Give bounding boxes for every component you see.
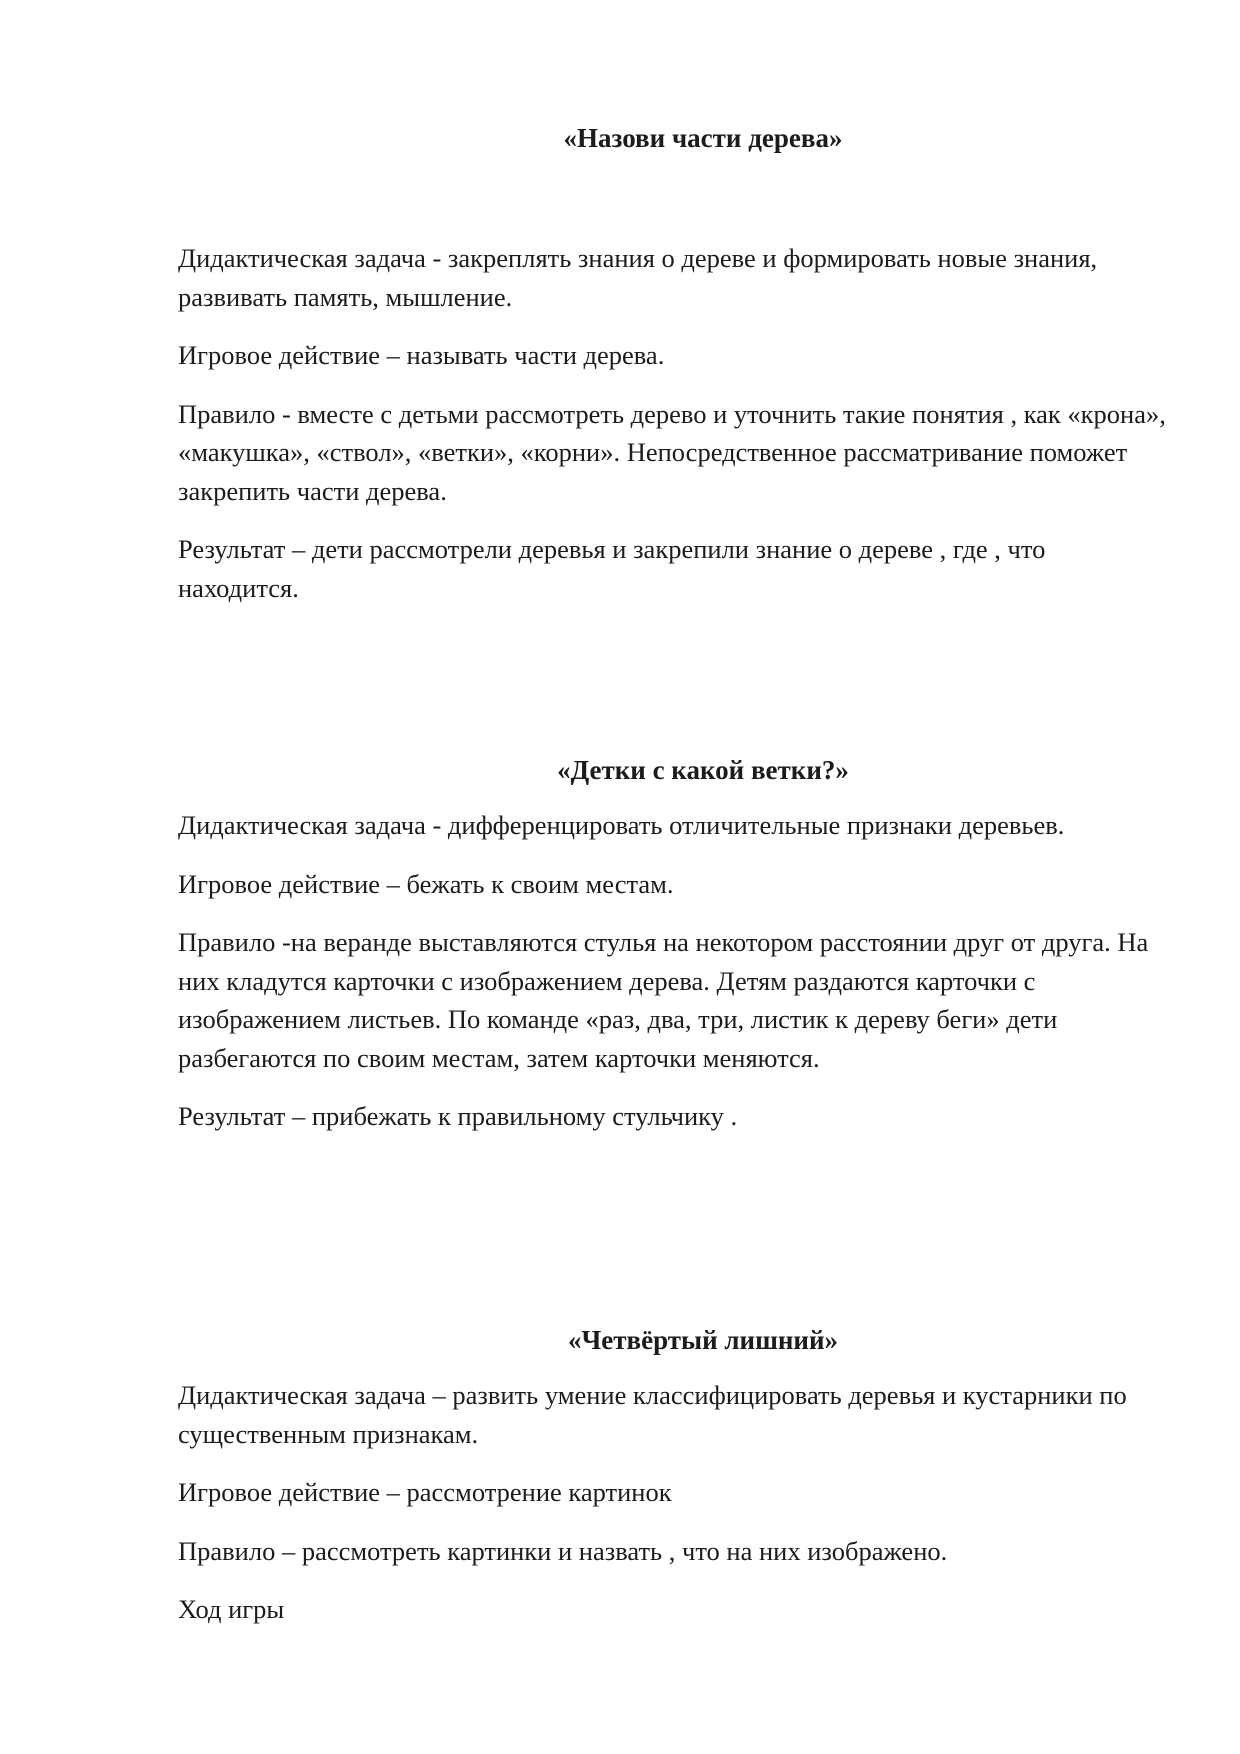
game-section-which-branch [178, 751, 1168, 1156]
result-paragraph: Результат – прибежать к правильному стульчику . [178, 1101, 738, 1131]
section-title: «Четвёртый лишний» [567, 1325, 839, 1355]
section-body [178, 806, 1168, 1136]
game-section-name-tree-parts [178, 119, 1168, 627]
result-paragraph: Результат – дети рассмотрели деревья и закрепили знание о дереве , где , что находится. [178, 534, 1046, 603]
game-progress-paragraph: Ход игры [178, 1594, 285, 1624]
rule-paragraph: Правило - вместе с детьми рассмотреть дерево и уточнить такие понятия , как «крона», «макушка», «ствол», «ветки», «корни». Непосредственное рассматривание поможет закрепить части дерева. [178, 398, 1166, 506]
section-title: «Назови части дерева» [563, 123, 843, 153]
didactic-task-paragraph: Дидактическая задача - дифференцировать отличительные признаки деревьев. [178, 810, 1065, 840]
game-action-paragraph: Игровое действие – называть части дерева. [178, 340, 665, 370]
didactic-task-paragraph: Дидактическая задача – развить умение классифицировать деревья и кустарники по существенным признакам. [178, 1380, 1127, 1449]
section-title: «Детки с какой ветки?» [557, 755, 849, 785]
section-body [178, 1376, 1168, 1629]
didactic-task-paragraph: Дидактическая задача - закреплять знания о дереве и формировать новые знания, развивать память, мышление. [178, 243, 1098, 312]
section-body [178, 239, 1168, 607]
rule-paragraph: Правило -на веранде выставляются стулья на некотором расстоянии друг от друга. На них кладутся карточки с изображением дерева. Детям раздаются карточки с изображением листьев. По команде «раз, два, три, листик к дереву беги» дети разбегаются по своим местам, затем карточки меняются. [178, 927, 1149, 1073]
game-action-paragraph: Игровое действие – рассмотрение картинок [178, 1477, 672, 1507]
rule-paragraph: Правило – рассмотреть картинки и назвать , что на них изображено. [178, 1535, 948, 1566]
game-section-odd-one-out [178, 1321, 1168, 1649]
game-action-paragraph: Игровое действие – бежать к своим местам. [178, 868, 674, 899]
